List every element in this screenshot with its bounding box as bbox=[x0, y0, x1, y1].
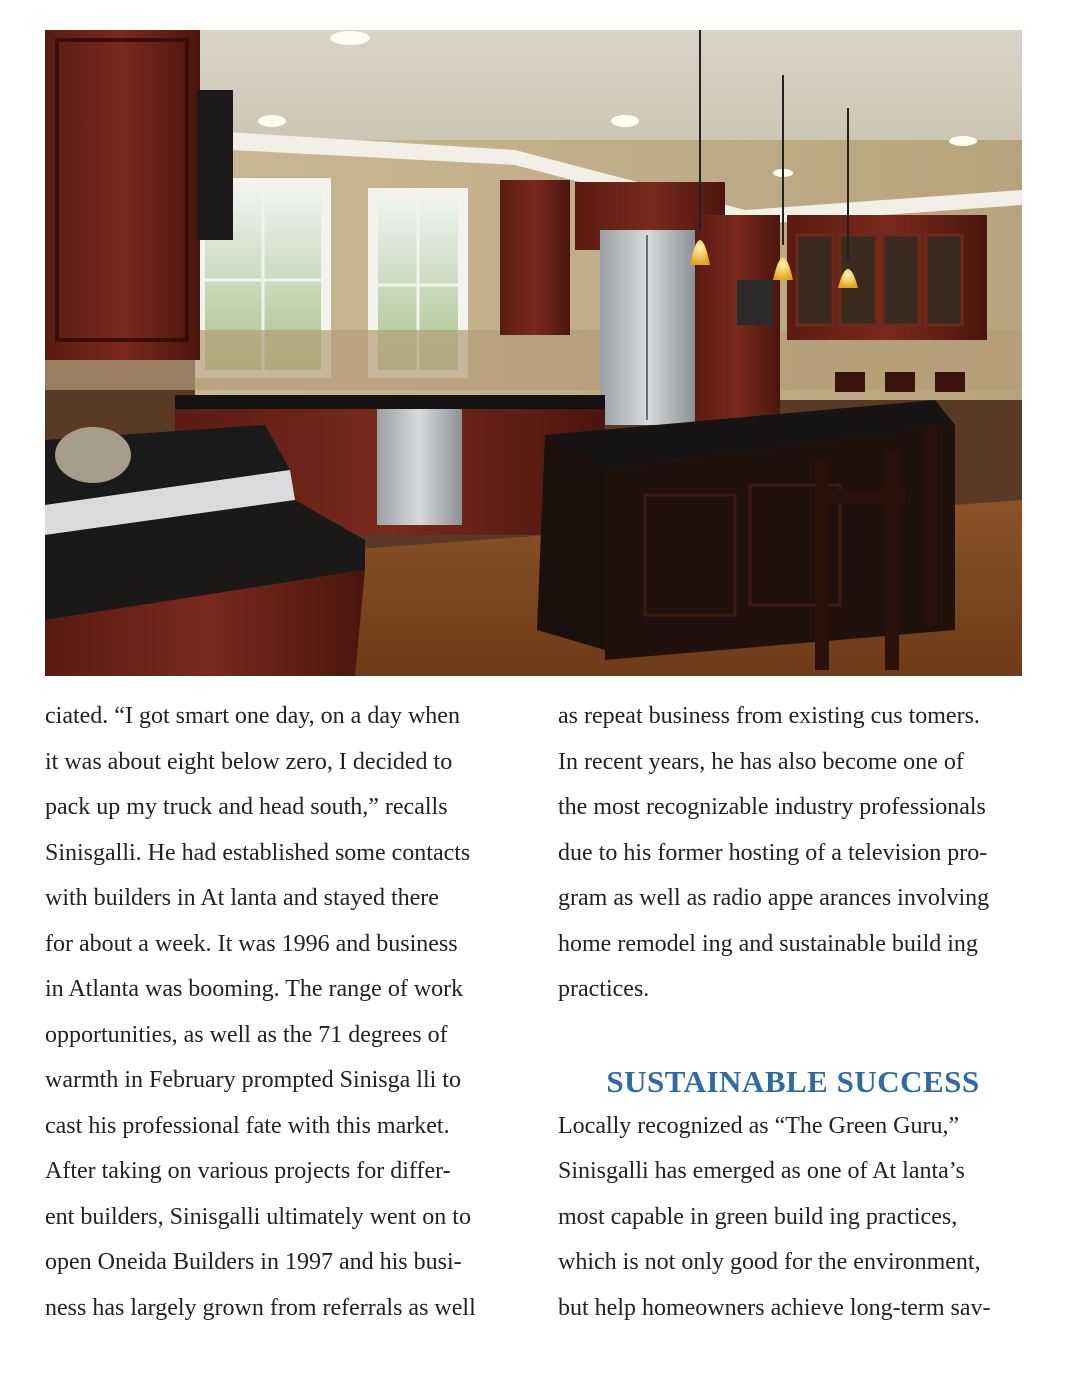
text-line: warmth in February prompted Sinisga lli to bbox=[45, 1067, 461, 1093]
text-line: In recent years, he has also become one of bbox=[558, 748, 964, 775]
text-line: Sinisgalli has emerged as one of At lanta’s bbox=[558, 1158, 965, 1184]
text-line: with builders in At lanta and stayed there bbox=[45, 885, 439, 911]
text-line: the most recognizable industry professionals bbox=[558, 794, 986, 820]
text-line: Locally recognized as “The Green Guru,” bbox=[558, 1112, 960, 1139]
text-line: After taking on various projects for differ- bbox=[45, 1158, 451, 1184]
text-line: practices. bbox=[558, 976, 650, 1002]
section-heading: SUSTAINABLE SUCCESS bbox=[606, 1063, 980, 1099]
text-line: cast his professional fate with this market. bbox=[45, 1112, 450, 1139]
text-line: open Oneida Builders in 1997 and his busi- bbox=[45, 1249, 462, 1275]
left-text-column bbox=[45, 694, 515, 1331]
text-line: ent builders, Sinisgalli ultimately went on to bbox=[45, 1203, 471, 1230]
text-line: but help homeowners achieve long-term sav- bbox=[558, 1294, 991, 1321]
kitchen-illustration bbox=[45, 30, 1022, 676]
text-line: Sinisgalli. He had established some contacts bbox=[45, 839, 471, 866]
kitchen-photo bbox=[45, 30, 1022, 676]
text-line: ness has largely grown from referrals as well bbox=[45, 1294, 476, 1321]
text-line: most capable in green build ing practices, bbox=[558, 1203, 958, 1230]
text-line: opportunities, as well as the 71 degrees of bbox=[45, 1021, 448, 1048]
right-text-column bbox=[558, 694, 1028, 1331]
text-line: in Atlanta was booming. The range of work bbox=[45, 976, 464, 1002]
text-line: gram as well as radio appe arances involving bbox=[558, 885, 990, 911]
text-line: home remodel ing and sustainable build ing bbox=[558, 930, 978, 957]
text-line: due to his former hosting of a television pro- bbox=[558, 839, 988, 866]
text-line: ciated. “I got smart one day, on a day when bbox=[45, 703, 460, 729]
text-line: pack up my truck and head south,” recalls bbox=[45, 794, 448, 820]
text-line: as repeat business from existing cus tomers. bbox=[558, 703, 980, 729]
text-line: for about a week. It was 1996 and business bbox=[45, 930, 458, 957]
text-line: it was about eight below zero, I decided to bbox=[45, 748, 453, 775]
text-line: which is not only good for the environment, bbox=[558, 1249, 981, 1275]
